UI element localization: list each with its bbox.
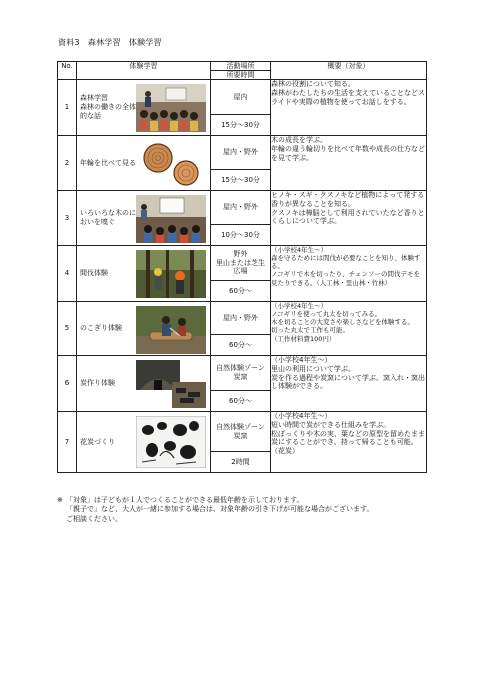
activity-time: 60分～ bbox=[229, 286, 252, 295]
activity-time: 15分～30分 bbox=[221, 175, 260, 184]
activity-cell bbox=[77, 302, 211, 356]
activity-cell bbox=[77, 136, 211, 191]
activity-place: 屋内・野外 bbox=[211, 191, 270, 225]
lecture-photo bbox=[136, 84, 206, 132]
activity-summary: （小学校4年生～） 森を守るためには間伐が必要なことを知り、体験する。 ノコギリで木を切ったり、チェンソーの間伐デモを見たりできる。（人工林・里山林・竹林） bbox=[271, 246, 427, 302]
activity-place: 屋内・野外 bbox=[211, 302, 270, 335]
place-time-cell bbox=[211, 302, 271, 356]
header-summary: 概要（対象） bbox=[271, 62, 427, 80]
activity-summary: ヒノキ・スギ・クスノキなど植物によって発する香りが異なることを知る。 クスノキは樟脳として利用されていたなど香りとくらしについて学ぶ。 bbox=[271, 191, 427, 246]
charcoal-kiln-photo bbox=[136, 360, 206, 408]
place-time-cell bbox=[211, 356, 271, 412]
footnotes bbox=[57, 496, 374, 524]
activity-summary: 木の成長を学ぶ。 年輪の違う輪切りを比べて年数や成長の仕方などを見て学ぶ。 bbox=[271, 136, 427, 191]
activity-time: 60分～ bbox=[229, 340, 252, 349]
activity-name: いろいろな木のにおいを嗅ぐ bbox=[80, 209, 136, 226]
row-number: 7 bbox=[58, 412, 77, 473]
activity-name: 花炭づくり bbox=[80, 437, 115, 446]
place-time-cell bbox=[211, 80, 271, 136]
header-activity: 体験学習 bbox=[77, 62, 211, 80]
row-number: 5 bbox=[58, 302, 77, 356]
activity-place: 自然体験ゾーン炭窯 bbox=[211, 356, 270, 391]
table-row bbox=[58, 136, 427, 191]
thinning-photo bbox=[136, 250, 206, 298]
table-row bbox=[58, 246, 427, 302]
flower-charcoal-photo bbox=[136, 416, 206, 468]
note-line: 「対象」は子どもが１人でつくることができる最低年齢を示しております。 bbox=[66, 496, 304, 504]
activity-place: 屋内 bbox=[211, 80, 270, 115]
note-line: 「親子で」など、大人が一緒に参加する場合は、対象年齢の引き下げが可能な場合がございます。 bbox=[66, 505, 374, 514]
table-header-row bbox=[58, 62, 427, 80]
table-row bbox=[58, 80, 427, 136]
row-number: 1 bbox=[58, 80, 77, 136]
header-no: No. bbox=[58, 62, 77, 80]
activity-cell bbox=[77, 356, 211, 412]
activity-cell bbox=[77, 80, 211, 136]
note-line: ご相談ください。 bbox=[66, 514, 122, 523]
activity-place: 自然体験ゾーン炭窯 bbox=[211, 412, 270, 452]
activity-summary: （小学校4年生～） 短い時間で炭ができる仕組みを学ぶ。 松ぼっくりや木の実、葉などの原型を留めたまま炭にすることができ、持って帰ることも可能。（花炭） bbox=[271, 412, 427, 473]
activity-name: 年輪を比べて見る bbox=[80, 158, 136, 167]
row-number: 4 bbox=[58, 246, 77, 302]
tree-ring-photo bbox=[136, 140, 206, 188]
activity-name: 炭作り体験 bbox=[80, 379, 115, 388]
activity-place: 屋内・野外 bbox=[211, 136, 270, 170]
activity-name: 間伐体験 bbox=[80, 269, 108, 278]
table-row bbox=[58, 191, 427, 246]
place-time-cell bbox=[211, 136, 271, 191]
header-time: 所要時間 bbox=[226, 71, 255, 79]
row-number: 2 bbox=[58, 136, 77, 191]
smell-workshop-photo bbox=[136, 195, 206, 243]
place-time-cell bbox=[211, 412, 271, 473]
document-title: 資料3 森林学習 体験学習 bbox=[58, 38, 162, 47]
table-row bbox=[58, 356, 427, 412]
activity-time: 60分～ bbox=[229, 396, 252, 405]
table-row bbox=[58, 412, 427, 473]
place-time-cell bbox=[211, 246, 271, 302]
activity-summary: （小学校4年生～） ノコギリを使って丸太を切ってみる。 木を切ることの大変さや楽しさなどを体験する。 切った丸太で工作も可能。 （工作材料費100円） bbox=[271, 302, 427, 356]
note-mark: ※ bbox=[57, 496, 63, 504]
activity-time: 10分～30分 bbox=[221, 230, 260, 239]
table-row bbox=[58, 302, 427, 356]
header-place-time bbox=[211, 62, 271, 80]
activity-time: 15分～30分 bbox=[221, 120, 260, 129]
activity-table bbox=[57, 61, 427, 473]
activity-summary: 森林の役割について知る。 森林がわたしたちの生活を支えていることなどスライドや実際の植物を使ってお話しをする。 bbox=[271, 80, 427, 136]
activity-place: 野外 里山または芝生広場 bbox=[211, 246, 270, 281]
header-place: 活動場所 bbox=[211, 62, 270, 71]
saw-photo bbox=[136, 306, 206, 354]
activity-time: 2時間 bbox=[231, 457, 250, 466]
activity-cell bbox=[77, 191, 211, 246]
place-time-cell bbox=[211, 191, 271, 246]
activity-name: のこぎり体験 bbox=[80, 324, 122, 333]
activity-cell bbox=[77, 246, 211, 302]
row-number: 3 bbox=[58, 191, 77, 246]
activity-summary: （小学校4年生～） 里山の利用について学ぶ。 炭を作る過程や炭窯について学ぶ。窯入れ・窯出し体験ができる。 bbox=[271, 356, 427, 412]
row-number: 6 bbox=[58, 356, 77, 412]
activity-cell bbox=[77, 412, 211, 473]
activity-name: 森林学習 森林の働きの全体的な話 bbox=[80, 94, 136, 120]
